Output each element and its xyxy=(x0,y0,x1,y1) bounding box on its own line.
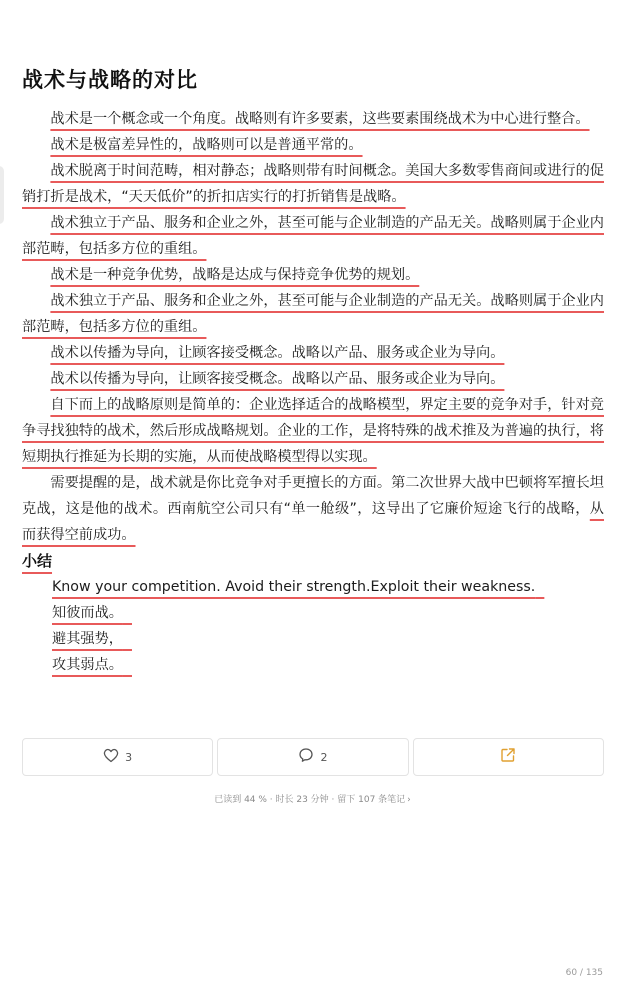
highlighted-text[interactable]: 战术独立于产品、服务和企业之外，甚至可能与企业制造的产品无关。战略则属于企业内部范畴，包括多方位的重组。 xyxy=(22,293,604,335)
highlighted-text[interactable]: 知彼而战。 xyxy=(52,605,123,621)
summary-line xyxy=(22,652,604,678)
share-external-icon xyxy=(500,747,516,767)
paragraph xyxy=(22,210,604,262)
paragraph xyxy=(22,158,604,210)
page-indicator: 60 / 135 xyxy=(565,968,603,978)
highlighted-text[interactable]: 战术脱离于时间范畴，相对静态；战略则带有时间概念。美国大多数零售商间或进行的促销打折是战术，“天天低价”的折扣店实行的打折销售是战略。 xyxy=(22,163,604,205)
highlighted-text[interactable]: 小结 xyxy=(22,552,53,570)
edge-pull-handle[interactable] xyxy=(0,166,4,224)
paragraph xyxy=(22,366,604,392)
action-bar xyxy=(22,738,604,776)
reading-stats-text: 已读到 44 % · 时长 23 分钟 · 留下 107 条笔记 xyxy=(214,795,406,805)
highlighted-text[interactable]: 战术是一个概念或一个角度。战略则有许多要素，这些要素围绕战术为中心进行整合。 xyxy=(50,111,590,127)
summary-line xyxy=(22,574,604,600)
highlighted-text[interactable]: 自下而上的战略原则是简单的：企业选择适合的战略模型，界定主要的竞争对手，针对竞争寻找独特的战术，然后形成战略规划。企业的工作，是将特殊的战术推及为普遍的执行，将短期执行推延为长期的实施，从而使战略模型得以实现。 xyxy=(22,397,604,465)
paragraph xyxy=(22,132,604,158)
highlighted-text[interactable]: 战术以传播为导向，让顾客接受概念。战略以产品、服务或企业为导向。 xyxy=(50,371,505,387)
highlighted-text[interactable]: 战术是一种竞争优势，战略是达成与保持竞争优势的规划。 xyxy=(50,267,420,283)
chevron-right-icon: › xyxy=(407,795,411,805)
comment-bubble-icon xyxy=(298,747,314,767)
comment-button[interactable] xyxy=(217,738,408,776)
article-title: 战术与战略的对比 xyxy=(22,67,198,92)
like-count: 3 xyxy=(125,750,133,764)
summary-line xyxy=(22,626,604,652)
highlighted-text[interactable]: 战术独立于产品、服务和企业之外，甚至可能与企业制造的产品无关。战略则属于企业内部范畴，包括多方位的重组。 xyxy=(22,215,604,257)
highlighted-text[interactable]: 避其强势， xyxy=(52,631,123,647)
paragraph xyxy=(22,106,604,132)
share-button[interactable] xyxy=(413,738,604,776)
paragraph xyxy=(22,288,604,340)
highlighted-text[interactable]: 从而获得空前成功。 xyxy=(22,501,604,543)
paragraph xyxy=(22,392,604,470)
article-body xyxy=(22,106,604,678)
highlighted-text[interactable]: 战术是极富差异性的，战略则可以是普通平常的。 xyxy=(50,137,363,153)
heart-icon xyxy=(103,748,119,767)
summary-line xyxy=(22,600,604,626)
summary-heading xyxy=(22,548,604,574)
highlighted-text[interactable]: Know your competition. Avoid their strength.Exploit their weakness. xyxy=(52,579,536,595)
highlighted-text[interactable]: 战术以传播为导向，让顾客接受概念。战略以产品、服务或企业为导向。 xyxy=(50,345,505,361)
paragraph xyxy=(22,262,604,288)
reading-stats[interactable] xyxy=(0,792,625,805)
comment-count: 2 xyxy=(320,750,328,764)
plain-text: 需要提醒的是，战术就是你比竞争对手更擅长的方面。第二次世界大战中巴顿将军擅长坦克战，这是他的战术。西南航空公司只有“单一舱级”，这导出了它廉价短途飞行的战略， xyxy=(22,475,604,517)
like-button[interactable] xyxy=(22,738,213,776)
highlighted-text[interactable]: 攻其弱点。 xyxy=(52,657,123,673)
paragraph xyxy=(22,470,604,548)
paragraph xyxy=(22,340,604,366)
